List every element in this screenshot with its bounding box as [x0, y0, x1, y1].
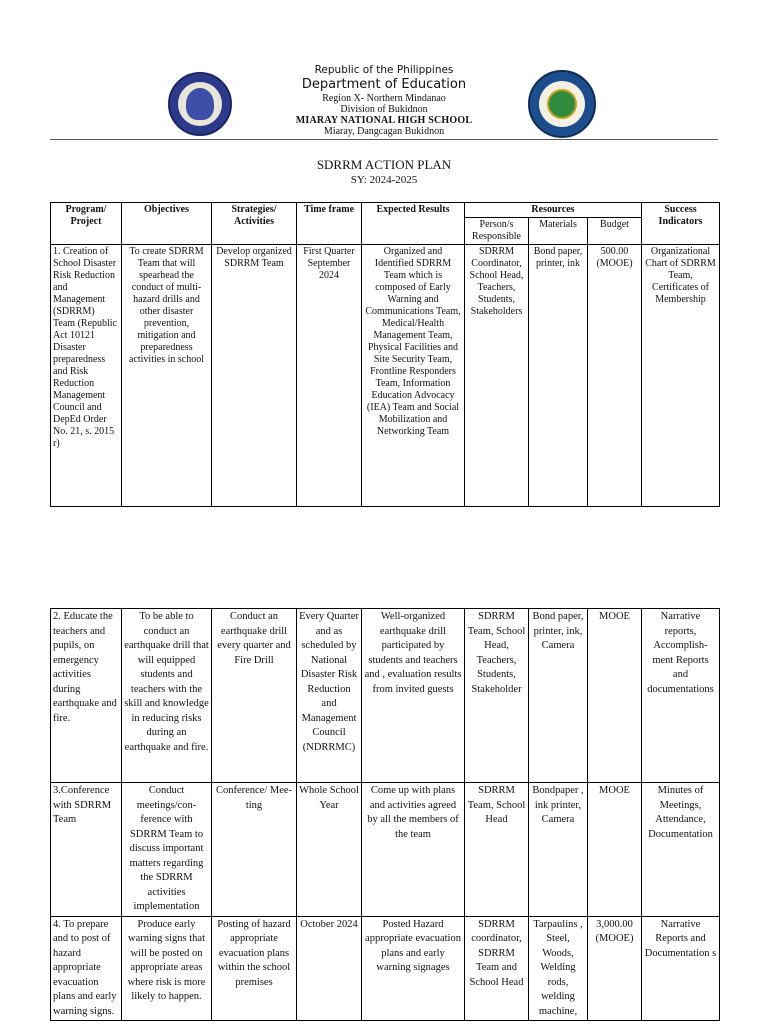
header-timeframe: Time frame	[297, 203, 362, 245]
table-row	[51, 245, 720, 507]
cell-timeframe: First Quarter September 2024	[297, 245, 362, 507]
cell-timeframe: Whole School Year	[297, 783, 362, 917]
cell-program: 1. Creation of School Disaster Risk Reduction and Management (SDRRM) Team (Republic Act 10121 Disaster preparedness and Risk Reduction Management Council and DepEd Order No. 21, s. 2015 r)	[51, 245, 122, 507]
cell-budget: 3,000.00 (MOOE)	[588, 916, 642, 1021]
cell-success: Minutes of Meetings, Attendance, Documentation	[642, 783, 720, 917]
header-program: Program/ Project	[51, 203, 122, 245]
header-divider	[50, 139, 718, 140]
cell-persons: SDRRM Team, School Head	[465, 783, 529, 917]
header-materials: Materials	[529, 218, 588, 245]
cell-expected-results: Organized and Identified SDRRM Team which is composed of Early Warning and Communications Team, Medical/Health Management Team, Physical Facilities and Site Security Team, Frontline Responders Team, Information Education Advocacy (IEA) Team and Social Mobilization and Networking Team	[362, 245, 465, 507]
header-persons: Person/s Responsible	[465, 218, 529, 245]
table-row	[51, 609, 720, 783]
region-line: Region X- Northern Mindanao	[322, 93, 446, 104]
cell-timeframe: Every Quarter and as scheduled by National Disaster Risk Reduction and Management Council (NDRRMC)	[297, 609, 362, 783]
header-objectives: Objectives	[122, 203, 212, 245]
division-line: Division of Bukidnon	[340, 104, 428, 115]
action-plan-table-2	[50, 608, 720, 1021]
cell-objectives: To create SDRRM Team that will spearhead the conduct of multi-hazard drills and other disaster prevention, mitigation and preparedness activities in school	[122, 245, 212, 507]
document-title: SDRRM ACTION PLAN	[316, 157, 452, 172]
cell-program: 4. To prepare and to post of hazard appropriate evacuation plans and early warning signs.	[51, 916, 122, 1021]
school-name: MIARAY NATIONAL HIGH SCHOOL	[295, 115, 473, 126]
cell-success: Narrative reports, Accomplish-ment Reports and documentations	[642, 609, 720, 783]
cell-budget: MOOE	[588, 609, 642, 783]
cell-program: 2. Educate the teachers and pupils, on emergency activities during earthquake and fire.	[51, 609, 122, 783]
header-strategies: Strategies/ Activities	[212, 203, 297, 245]
cell-persons: SDRRM coordinator, SDRRM Team and School Head	[465, 916, 529, 1021]
cell-success: Narrative Reports and Documentation s	[642, 916, 720, 1021]
department-line: Department of Education	[301, 77, 467, 92]
header-expected-results: Expected Results	[362, 203, 465, 245]
cell-persons: SDRRM Coordinator, School Head, Teachers, Students, Stakeholders	[465, 245, 529, 507]
cell-materials: Bond paper, printer, ink, Camera	[529, 609, 588, 783]
school-location: Miaray, Dangcagan Bukidnon	[323, 126, 445, 137]
deped-seal-icon	[168, 72, 232, 136]
republic-line: Republic of the Philippines	[314, 64, 454, 76]
table-row	[51, 916, 720, 1021]
cell-timeframe: October 2024	[297, 916, 362, 1021]
cell-materials: Bondpaper , ink printer, Camera	[529, 783, 588, 917]
cell-materials: Bond paper, printer, ink	[529, 245, 588, 507]
cell-strategies: Conference/ Mee-ting	[212, 783, 297, 917]
document-header	[0, 0, 768, 140]
table-row	[51, 783, 720, 917]
cell-strategies: Posting of hazard appropriate evacuation plans within the school premises	[212, 916, 297, 1021]
cell-program: 3.Conference with SDRRM Team	[51, 783, 122, 917]
school-year: SY: 2024-2025	[350, 174, 418, 186]
cell-objectives: Conduct meetings/con-ference with SDRRM Team to discuss important matters regarding the SDRRM activities implementation	[122, 783, 212, 917]
cell-materials: Tarpaulins , Steel, Woods, Welding rods, welding machine,	[529, 916, 588, 1021]
cell-budget: 500.00 (MOOE)	[588, 245, 642, 507]
cell-persons: SDRRM Team, School Head, Teachers, Students, Stakeholder	[465, 609, 529, 783]
header-resources: Resources	[465, 203, 642, 218]
cell-objectives: Produce early warning signs that will be posted on appropriate areas where risk is more likely to happen.	[122, 916, 212, 1021]
cell-expected-results: Come up with plans and activities agreed by all the members of the team	[362, 783, 465, 917]
cell-strategies: Develop organized SDRRM Team	[212, 245, 297, 507]
cell-budget: MOOE	[588, 783, 642, 917]
cell-expected-results: Posted Hazard appropriate evacuation plans and early warning signages	[362, 916, 465, 1021]
action-plan-table-1	[50, 202, 720, 507]
cell-success: Organizational Chart of SDRRM Team, Certificates of Membership	[642, 245, 720, 507]
school-seal-icon	[528, 70, 596, 138]
cell-strategies: Conduct an earthquake drill every quarter and Fire Drill	[212, 609, 297, 783]
cell-expected-results: Well-organized earthquake drill participated by students and teachers and , evaluation results from invited guests	[362, 609, 465, 783]
cell-objectives: To be able to conduct an earthquake drill that will equipped students and teachers with the skill and knowledge in reducing risks during an earthquake and fire.	[122, 609, 212, 783]
header-success-indicators: Success Indicators	[642, 203, 720, 245]
header-budget: Budget	[588, 218, 642, 245]
